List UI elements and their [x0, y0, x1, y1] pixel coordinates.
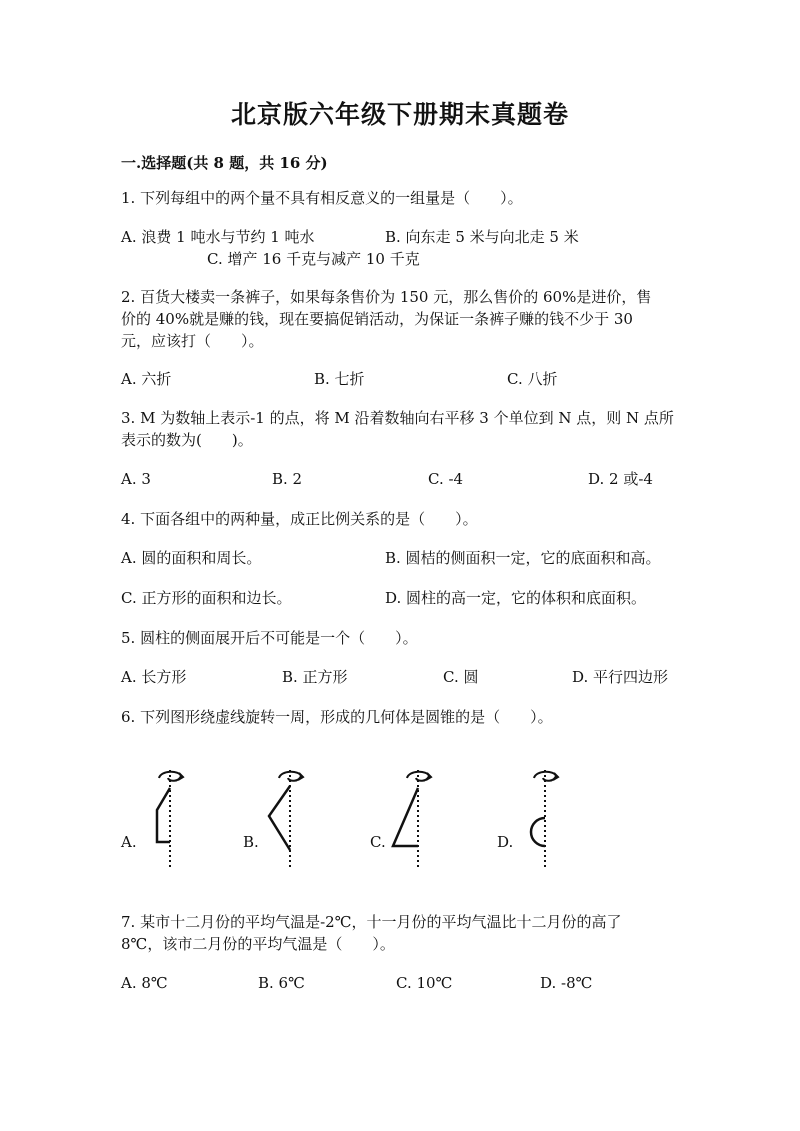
question-2-line-3: 元，应该打（ ）。: [121, 332, 264, 350]
question-7-option-c[interactable]: C. 10℃: [396, 974, 453, 992]
question-3-option-d[interactable]: D. 2 或-4: [588, 470, 653, 488]
page-title: 北京版六年级下册期末真题卷: [230, 100, 569, 129]
question-1-option-c[interactable]: C. 增产 16 千克与减产 10 千克: [207, 250, 420, 268]
question-5-option-c[interactable]: C. 圆: [443, 668, 479, 686]
question-7-option-d[interactable]: D. -8℃: [540, 974, 593, 992]
question-4-option-d[interactable]: D. 圆柱的高一定，它的体积和底面积。: [385, 589, 647, 607]
question-4-text: 4. 下面各组中的两种量，成正比例关系的是（ ）。: [121, 510, 478, 528]
question-5-option-d[interactable]: D. 平行四边形: [572, 668, 669, 686]
question-4-option-b[interactable]: B. 圆桔的侧面积一定，它的底面积和高。: [385, 549, 661, 567]
question-3-option-c[interactable]: C. -4: [428, 470, 464, 488]
question-2-option-c[interactable]: C. 八折: [507, 370, 558, 388]
question-3-line-2: 表示的数为( )。: [121, 431, 253, 449]
question-4-option-a[interactable]: A. 圆的面积和周长。: [121, 549, 262, 567]
figure-d-label[interactable]: D.: [497, 833, 514, 851]
figure-a-label[interactable]: A.: [121, 833, 137, 851]
question-1-text: 1. 下列每组中的两个量不具有相反意义的一组量是（ ）。: [121, 189, 523, 207]
rotation-figures: [115, 760, 715, 870]
question-2-option-b[interactable]: B. 七折: [314, 370, 365, 388]
question-7-option-b[interactable]: B. 6℃: [258, 974, 305, 992]
question-5-text: 5. 圆柱的侧面展开后不可能是一个（ ）。: [121, 629, 418, 647]
question-1-option-b[interactable]: B. 向东走 5 米与向北走 5 米: [385, 228, 579, 246]
question-4-option-c[interactable]: C. 正方形的面积和边长。: [121, 589, 292, 607]
question-7-line-1: 7. 某市十二月份的平均气温是-2℃，十一月份的平均气温比十二月份的高了: [121, 913, 622, 931]
question-3-option-a[interactable]: A. 3: [121, 470, 151, 488]
question-3-option-b[interactable]: B. 2: [272, 470, 303, 488]
question-1-option-a[interactable]: A. 浪费 1 吨水与节约 1 吨水: [121, 228, 315, 246]
figure-c-label[interactable]: C.: [370, 833, 386, 851]
question-7-option-a[interactable]: A. 8℃: [121, 974, 168, 992]
question-2-line-1: 2. 百货大楼卖一条裤子，如果每条售价为 150 元，那么售价的 60%是进价，售: [121, 288, 652, 306]
question-5-option-a[interactable]: A. 长方形: [121, 668, 187, 686]
section-heading: 一.选择题(共 8 题，共 16 分): [121, 154, 328, 172]
question-2-line-2: 价的 40%就是赚的钱，现在要搞促销活动，为保证一条裤子赚的钱不少于 30: [121, 310, 633, 328]
question-6-text: 6. 下列图形绕虚线旋转一周，形成的几何体是圆锥的是（ ）。: [121, 708, 553, 726]
question-5-option-b[interactable]: B. 正方形: [282, 668, 348, 686]
figure-a-diagram: [135, 760, 205, 870]
figure-c-diagram: [383, 760, 453, 870]
question-2-option-a[interactable]: A. 六折: [121, 370, 172, 388]
figure-b-diagram: [255, 760, 325, 870]
question-3-line-1: 3. M 为数轴上表示-1 的点，将 M 沿着数轴向右平移 3 个单位到 N 点，则 N 点所: [121, 409, 674, 427]
figure-d-diagram: [510, 760, 580, 870]
question-7-line-2: 8℃，该市二月份的平均气温是（ ）。: [121, 935, 395, 953]
figure-b-label[interactable]: B.: [243, 833, 259, 851]
